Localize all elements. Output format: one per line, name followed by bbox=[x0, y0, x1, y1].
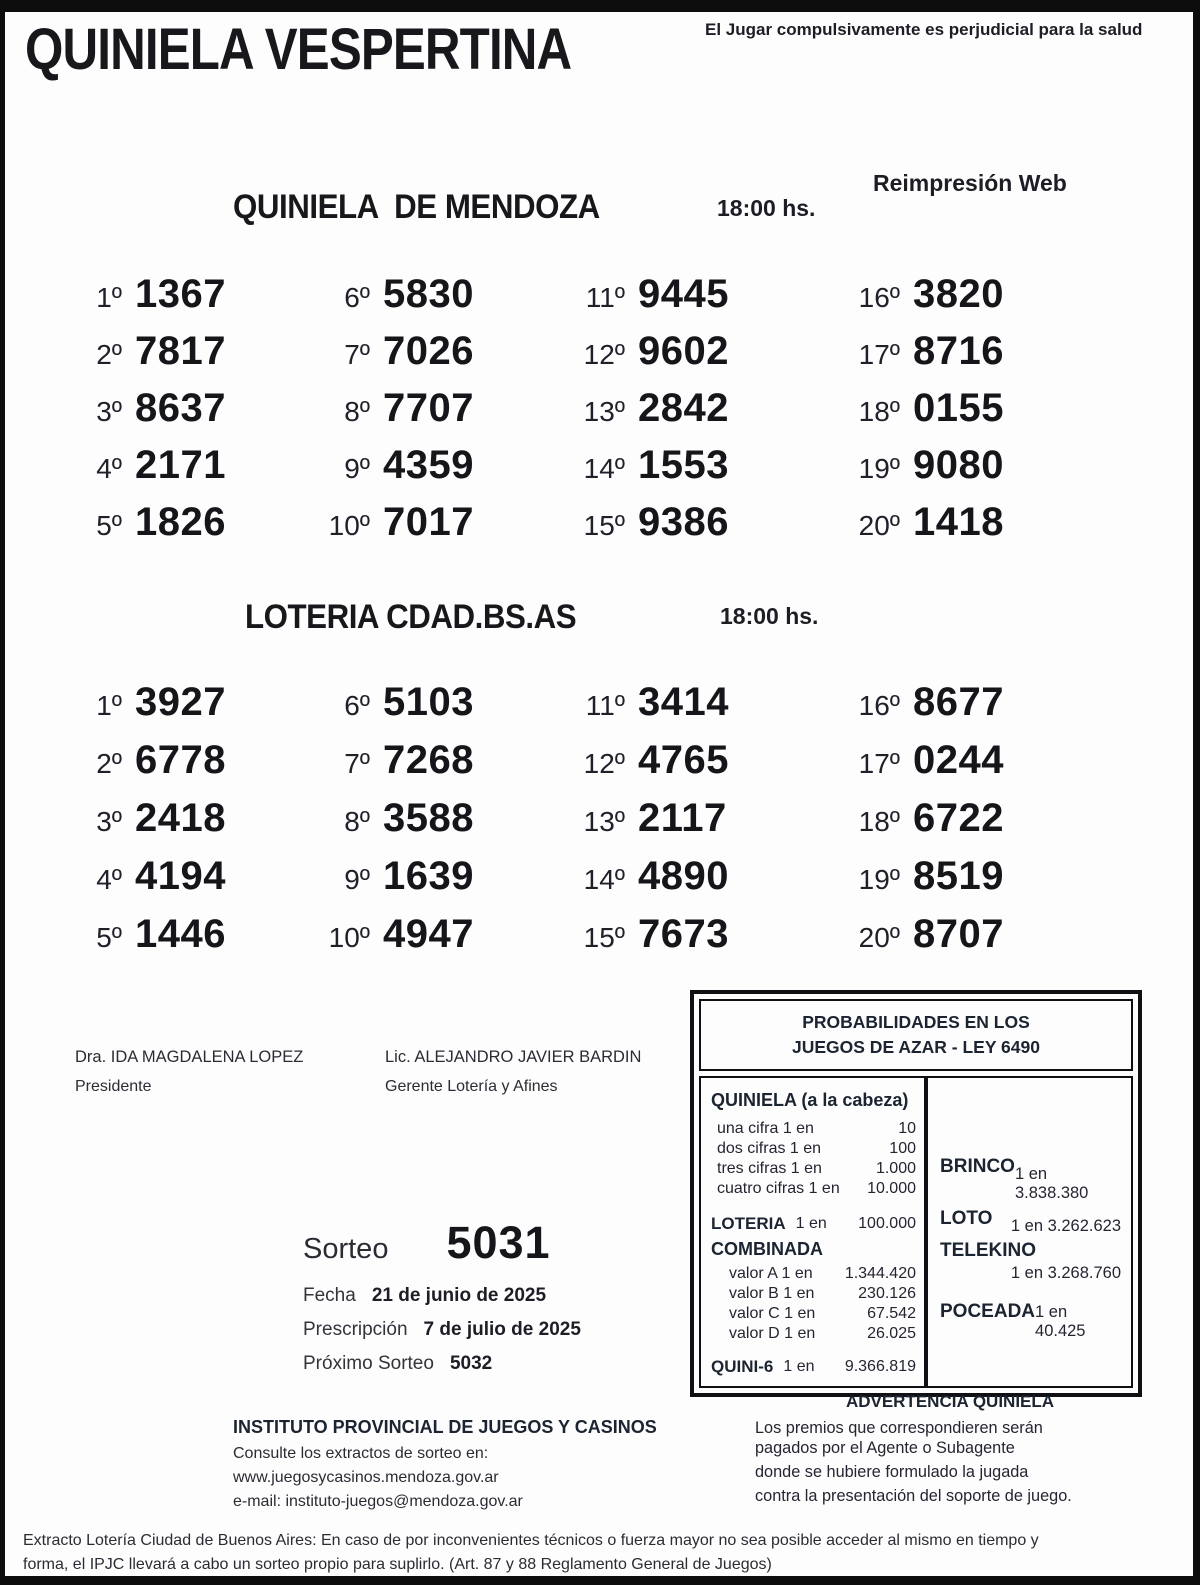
result-cell bbox=[570, 386, 845, 443]
result-number: 9602 bbox=[638, 329, 729, 373]
result-position: 5º bbox=[96, 510, 122, 541]
quini6-odds-value: 9.366.819 bbox=[844, 1358, 916, 1375]
odds-row bbox=[711, 1324, 916, 1344]
result-number: 7673 bbox=[638, 912, 729, 956]
odds-row bbox=[711, 1119, 916, 1139]
sorteo-row bbox=[303, 1217, 581, 1269]
result-number: 7268 bbox=[383, 738, 474, 782]
result-position: 6º bbox=[344, 690, 370, 721]
page-title: QUINIELA VESPERTINA bbox=[25, 17, 572, 82]
result-position: 20º bbox=[858, 510, 900, 541]
result-cell bbox=[315, 796, 570, 854]
result-cell bbox=[315, 443, 570, 500]
result-cell bbox=[570, 854, 845, 912]
draw-time-mendoza: 18:00 hs. bbox=[717, 195, 816, 221]
result-cell bbox=[570, 680, 845, 738]
loteria-odds-row bbox=[711, 1213, 916, 1235]
odds-value: 230.126 bbox=[858, 1285, 916, 1302]
result-position: 8º bbox=[344, 806, 370, 837]
probabilities-body bbox=[699, 1076, 1133, 1388]
result-number: 8707 bbox=[913, 912, 1004, 956]
result-position: 17º bbox=[858, 748, 900, 779]
loteria-odds-label: LOTERIA bbox=[711, 1214, 786, 1233]
result-position: 15º bbox=[583, 922, 625, 953]
advertencia-line: donde se hubiere formulado la jugada bbox=[755, 1463, 1029, 1481]
result-position: 13º bbox=[583, 396, 625, 427]
result-cell bbox=[845, 738, 1157, 796]
odds-label: cuatro cifras 1 en bbox=[717, 1180, 840, 1197]
odds-value: 10 bbox=[898, 1120, 916, 1137]
result-cell bbox=[315, 272, 570, 329]
result-position: 12º bbox=[583, 748, 625, 779]
result-cell bbox=[315, 912, 570, 970]
result-cell bbox=[570, 500, 845, 557]
reimpression-label: Reimpresión Web bbox=[873, 170, 1067, 196]
result-cell bbox=[315, 680, 570, 738]
section-title-bsas: LOTERIA CDAD.BS.AS bbox=[245, 598, 577, 636]
result-position: 17º bbox=[858, 339, 900, 370]
health-warning: El Jugar compulsivamente es perjudicial para la salud bbox=[705, 20, 1143, 39]
footer-line2: forma, el IPJC llevará a cabo un sorteo propio para suplirlo. (Art. 87 y 88 Reglamento General de Juegos) bbox=[23, 1556, 772, 1573]
result-number: 1446 bbox=[135, 912, 226, 956]
result-position: 16º bbox=[858, 282, 900, 313]
result-position: 18º bbox=[858, 806, 900, 837]
result-number: 5103 bbox=[383, 680, 474, 724]
result-cell bbox=[315, 854, 570, 912]
result-position: 7º bbox=[344, 748, 370, 779]
odds-label: una cifra 1 en bbox=[717, 1120, 814, 1137]
result-position: 14º bbox=[583, 453, 625, 484]
draw-time-bsas: 18:00 hs. bbox=[720, 603, 819, 629]
result-number: 6722 bbox=[913, 796, 1004, 840]
result-position: 1º bbox=[96, 690, 122, 721]
odds-label: valor C 1 en bbox=[729, 1305, 816, 1322]
result-cell bbox=[315, 500, 570, 557]
quini6-odds-mid: 1 en bbox=[783, 1358, 815, 1375]
odds-row bbox=[711, 1159, 916, 1179]
game-odds: 1 en 3.268.760 bbox=[1010, 1264, 1121, 1282]
advertencia-line: contra la presentación del soporte de juego. bbox=[755, 1487, 1072, 1505]
result-number: 3588 bbox=[383, 796, 474, 840]
result-cell bbox=[845, 680, 1157, 738]
sorteo-label: Sorteo bbox=[303, 1233, 389, 1265]
game-odds-row bbox=[940, 1301, 1121, 1339]
fecha-row bbox=[303, 1285, 581, 1307]
game-odds: 1 en 3.262.623 bbox=[1010, 1217, 1121, 1235]
loteria-odds-value: 100.000 bbox=[858, 1215, 916, 1232]
result-number: 0155 bbox=[913, 386, 1004, 430]
result-number: 6778 bbox=[135, 738, 226, 782]
footer-note bbox=[23, 1529, 1178, 1577]
odds-value: 1.344.420 bbox=[844, 1265, 916, 1282]
result-number: 9386 bbox=[638, 500, 729, 544]
proximo-sorteo-row bbox=[303, 1353, 581, 1375]
result-cell bbox=[67, 500, 315, 557]
result-number: 7026 bbox=[383, 329, 474, 373]
game-name: BRINCO bbox=[940, 1156, 1015, 1177]
probabilities-right-column bbox=[928, 1078, 1131, 1386]
result-position: 3º bbox=[96, 396, 122, 427]
result-position: 5º bbox=[96, 922, 122, 953]
prescripcion-label: Prescripción bbox=[303, 1319, 408, 1340]
result-number: 8677 bbox=[913, 680, 1004, 724]
result-position: 13º bbox=[583, 806, 625, 837]
loteria-odds-mid: 1 en bbox=[795, 1215, 827, 1232]
result-cell bbox=[67, 854, 315, 912]
result-cell bbox=[570, 272, 845, 329]
result-number: 2171 bbox=[135, 443, 226, 487]
result-position: 14º bbox=[583, 864, 625, 895]
odds-value: 26.025 bbox=[867, 1325, 916, 1342]
result-position: 6º bbox=[344, 282, 370, 313]
fecha-label: Fecha bbox=[303, 1285, 356, 1306]
results-grid-mendoza bbox=[67, 272, 1157, 557]
sorteo-number: 5031 bbox=[446, 1217, 551, 1268]
odds-row bbox=[711, 1284, 916, 1304]
result-position: 1º bbox=[96, 282, 122, 313]
result-position: 10º bbox=[328, 922, 370, 953]
result-position: 16º bbox=[858, 690, 900, 721]
odds-row bbox=[711, 1139, 916, 1159]
result-cell bbox=[845, 386, 1157, 443]
result-position: 18º bbox=[858, 396, 900, 427]
result-number: 4947 bbox=[383, 912, 474, 956]
game-odds: 1 en 3.838.380 bbox=[1014, 1165, 1089, 1202]
result-position: 4º bbox=[96, 453, 122, 484]
result-cell bbox=[570, 329, 845, 386]
result-number: 4359 bbox=[383, 443, 474, 487]
result-cell bbox=[67, 738, 315, 796]
result-number: 7707 bbox=[383, 386, 474, 430]
result-number: 1367 bbox=[135, 272, 226, 316]
odds-label: valor D 1 en bbox=[729, 1325, 816, 1342]
advertencia-block bbox=[755, 1392, 1155, 1506]
odds-value: 1.000 bbox=[875, 1160, 916, 1177]
result-position: 12º bbox=[583, 339, 625, 370]
result-position: 20º bbox=[858, 922, 900, 953]
result-cell bbox=[67, 329, 315, 386]
result-cell bbox=[67, 443, 315, 500]
result-cell bbox=[845, 500, 1157, 557]
result-number: 1553 bbox=[638, 443, 729, 487]
odds-row bbox=[711, 1179, 916, 1199]
result-cell bbox=[845, 272, 1157, 329]
result-position: 19º bbox=[858, 864, 900, 895]
result-position: 10º bbox=[328, 510, 370, 541]
result-cell bbox=[570, 443, 845, 500]
section-title-mendoza: QUINIELA DE MENDOZA bbox=[233, 188, 600, 226]
result-number: 2842 bbox=[638, 386, 729, 430]
result-cell bbox=[67, 386, 315, 443]
instituto-block bbox=[233, 1417, 657, 1514]
result-cell bbox=[570, 796, 845, 854]
odds-label: tres cifras 1 en bbox=[717, 1160, 822, 1177]
advertencia-line: Los premios que correspondieren serán bbox=[755, 1419, 1043, 1437]
results-grid-bsas bbox=[67, 680, 1157, 970]
result-number: 2418 bbox=[135, 796, 226, 840]
result-position: 11º bbox=[585, 690, 625, 721]
probabilities-title-line1: PROBABILIDADES EN LOS bbox=[802, 1012, 1030, 1032]
advertencia-line: pagados por el Agente o Subagente bbox=[755, 1439, 1015, 1457]
result-position: 9º bbox=[344, 453, 370, 484]
game-name: LOTO bbox=[940, 1208, 993, 1229]
game-odds-row bbox=[940, 1240, 1121, 1283]
odds-row bbox=[711, 1264, 916, 1284]
odds-label: valor B 1 en bbox=[729, 1285, 815, 1302]
result-cell bbox=[845, 854, 1157, 912]
proximo-sorteo-label: Próximo Sorteo bbox=[303, 1353, 434, 1374]
result-number: 1418 bbox=[913, 500, 1004, 544]
result-position: 2º bbox=[96, 339, 122, 370]
instituto-website: www.juegosycasinos.mendoza.gov.ar bbox=[233, 1469, 499, 1486]
result-position: 4º bbox=[96, 864, 122, 895]
result-number: 2117 bbox=[638, 796, 727, 840]
result-cell bbox=[67, 912, 315, 970]
draw-info-block bbox=[303, 1217, 581, 1375]
result-number: 1826 bbox=[135, 500, 226, 544]
result-cell bbox=[67, 272, 315, 329]
game-odds: 1 en 40.425 bbox=[1035, 1303, 1086, 1340]
result-number: 7017 bbox=[383, 500, 474, 544]
result-number: 8637 bbox=[135, 386, 226, 430]
result-cell bbox=[845, 443, 1157, 500]
probabilities-title bbox=[699, 999, 1133, 1071]
president-role: Presidente bbox=[75, 1078, 152, 1095]
instituto-title: INSTITUTO PROVINCIAL DE JUEGOS Y CASINOS bbox=[233, 1417, 657, 1437]
game-odds-row bbox=[940, 1156, 1121, 1202]
result-position: 3º bbox=[96, 806, 122, 837]
result-number: 0244 bbox=[913, 738, 1004, 782]
result-number: 4890 bbox=[638, 854, 729, 898]
game-name: TELEKINO bbox=[940, 1240, 1037, 1261]
president-name: Dra. IDA MAGDALENA LOPEZ bbox=[75, 1048, 304, 1066]
result-position: 15º bbox=[583, 510, 625, 541]
result-cell bbox=[845, 329, 1157, 386]
probabilities-title-line2: JUEGOS DE AZAR - LEY 6490 bbox=[792, 1037, 1040, 1057]
result-number: 1639 bbox=[383, 854, 474, 898]
game-name: POCEADA bbox=[940, 1301, 1036, 1322]
quiniela-odds-title: QUINIELA (a la cabeza) bbox=[711, 1090, 909, 1110]
quini6-odds-row bbox=[711, 1356, 916, 1378]
odds-value: 10.000 bbox=[867, 1180, 916, 1197]
quini6-odds-label: QUINI-6 bbox=[711, 1357, 774, 1376]
proximo-sorteo-value: 5032 bbox=[449, 1353, 493, 1374]
result-number: 4194 bbox=[135, 854, 226, 898]
probabilities-left-column bbox=[701, 1078, 928, 1386]
result-cell bbox=[67, 796, 315, 854]
prescripcion-row bbox=[303, 1319, 581, 1341]
prescripcion-value: 7 de julio de 2025 bbox=[423, 1319, 581, 1340]
odds-row bbox=[711, 1304, 916, 1324]
result-cell bbox=[315, 386, 570, 443]
result-position: 7º bbox=[344, 339, 370, 370]
result-number: 3414 bbox=[638, 680, 729, 724]
result-number: 4765 bbox=[638, 738, 729, 782]
odds-label: valor A 1 en bbox=[729, 1265, 813, 1282]
result-position: 2º bbox=[96, 748, 122, 779]
manager-role: Gerente Lotería y Afines bbox=[385, 1078, 558, 1095]
fecha-value: 21 de junio de 2025 bbox=[371, 1285, 547, 1306]
result-number: 5830 bbox=[383, 272, 474, 316]
result-position: 9º bbox=[344, 864, 370, 895]
result-number: 8519 bbox=[913, 854, 1004, 898]
manager-name: Lic. ALEJANDRO JAVIER BARDIN bbox=[385, 1048, 642, 1066]
game-odds-row bbox=[940, 1208, 1121, 1235]
result-position: 8º bbox=[344, 396, 370, 427]
result-position: 19º bbox=[858, 453, 900, 484]
odds-value: 67.542 bbox=[867, 1305, 916, 1322]
result-number: 8716 bbox=[913, 329, 1004, 373]
result-position: 11º bbox=[585, 282, 625, 313]
instituto-line: Consulte los extractos de sorteo en: bbox=[233, 1445, 489, 1462]
result-number: 3820 bbox=[913, 272, 1004, 316]
result-cell bbox=[315, 329, 570, 386]
instituto-email: e-mail: instituto-juegos@mendoza.gov.ar bbox=[233, 1493, 523, 1510]
result-number: 9080 bbox=[913, 443, 1004, 487]
footer-line1: Extracto Lotería Ciudad de Buenos Aires: En caso de por inconvenientes técnicos o fuerza mayor no sea posible acceder al mismo en tiempo y bbox=[23, 1532, 1039, 1549]
result-number: 3927 bbox=[135, 680, 226, 724]
odds-label: dos cifras 1 en bbox=[717, 1140, 822, 1157]
result-cell bbox=[845, 796, 1157, 854]
result-number: 9445 bbox=[638, 272, 729, 316]
result-cell bbox=[315, 738, 570, 796]
result-number: 7817 bbox=[135, 329, 226, 373]
result-cell bbox=[67, 680, 315, 738]
advertencia-title: ADVERTENCIA QUINIELA bbox=[845, 1392, 1055, 1411]
result-cell bbox=[570, 912, 845, 970]
combinada-odds-title: COMBINADA bbox=[711, 1239, 823, 1259]
result-cell bbox=[570, 738, 845, 796]
probabilities-box bbox=[690, 990, 1142, 1397]
odds-value: 100 bbox=[889, 1140, 916, 1157]
result-cell bbox=[845, 912, 1157, 970]
